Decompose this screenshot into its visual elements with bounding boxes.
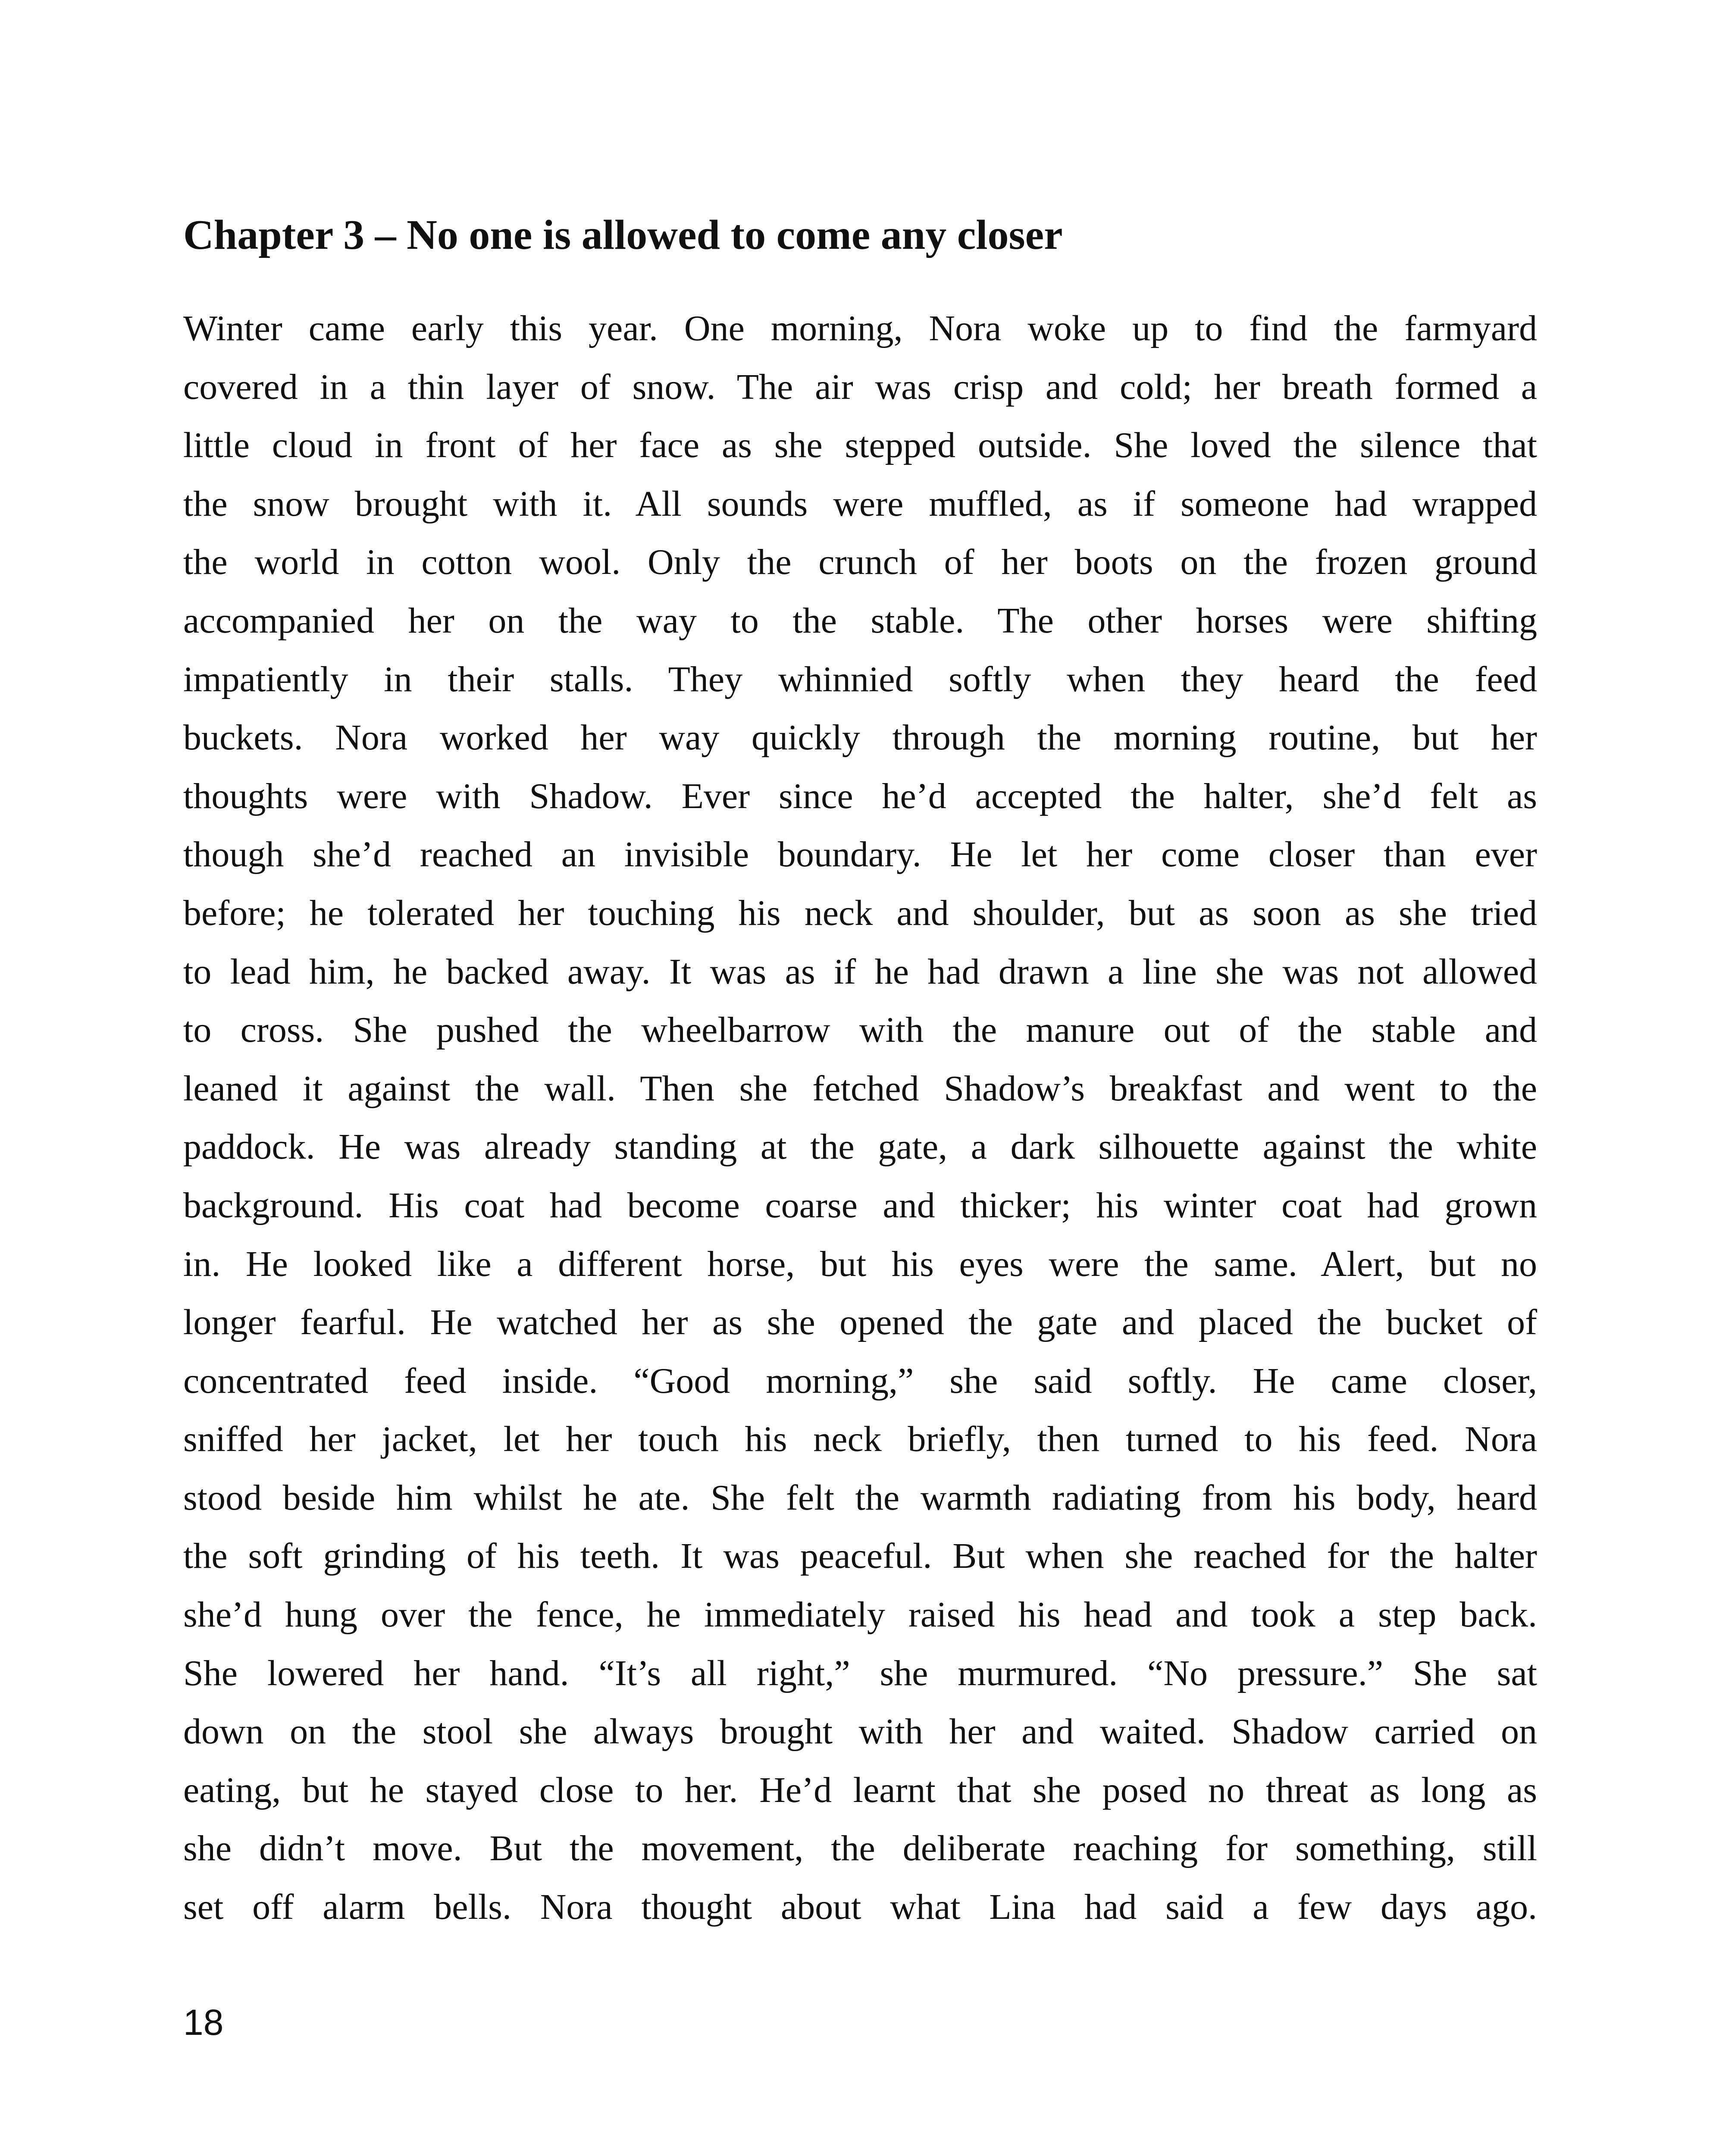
text-line: the soft grinding of his teeth. It was peaceful. But when she reached for the halter — [183, 1536, 1537, 1576]
chapter-body-paragraph — [183, 299, 1537, 1937]
text-line: in. He looked like a different horse, but his eyes were the same. Alert, but no — [183, 1244, 1537, 1284]
text-line: Winter came early this year. One morning, Nora woke up to find the farmyard — [183, 308, 1537, 348]
text-line: impatiently in their stalls. They whinnied softly when they heard the feed — [183, 659, 1537, 699]
text-line: covered in a thin layer of snow. The air was crisp and cold; her breath formed a — [183, 367, 1537, 407]
page-number: 18 — [183, 2002, 224, 2043]
text-line: thoughts were with Shadow. Ever since he’d accepted the halter, she’d felt as — [183, 776, 1537, 816]
text-line: She lowered her hand. “It’s all right,” she murmured. “No pressure.” She sat — [183, 1653, 1537, 1693]
text-line: buckets. Nora worked her way quickly through the morning routine, but her — [183, 718, 1537, 758]
text-line: to cross. She pushed the wheelbarrow with the manure out of the stable and — [183, 1010, 1537, 1050]
text-line: stood beside him whilst he ate. She felt the warmth radiating from his body, heard — [183, 1477, 1537, 1518]
text-line: accompanied her on the way to the stable. The other horses were shifting — [183, 600, 1537, 641]
text-line: sniffed her jacket, let her touch his neck briefly, then turned to his feed. Nora — [183, 1419, 1537, 1460]
text-line: background. His coat had become coarse and thicker; his winter coat had grown — [183, 1185, 1537, 1225]
text-line: to lead him, he backed away. It was as if he had drawn a line she was not allowed — [183, 951, 1537, 992]
text-line: concentrated feed inside. “Good morning,” she said softly. He came closer, — [183, 1360, 1537, 1401]
chapter-title: Chapter 3 – No one is allowed to come any closer — [183, 212, 1063, 258]
text-line: paddock. He was already standing at the gate, a dark silhouette against the white — [183, 1127, 1537, 1167]
text-line: eating, but he stayed close to her. He’d learnt that she posed no threat as long as — [183, 1770, 1537, 1810]
text-line: she didn’t move. But the movement, the deliberate reaching for something, still — [183, 1828, 1537, 1869]
text-line: the snow brought with it. All sounds were muffled, as if someone had wrapped — [183, 483, 1537, 524]
text-line: set off alarm bells. Nora thought about what Lina had said a few days ago. — [183, 1887, 1537, 1927]
text-line: longer fearful. He watched her as she opened the gate and placed the bucket of — [183, 1302, 1537, 1343]
text-line: little cloud in front of her face as she stepped outside. She loved the silence that — [183, 425, 1537, 466]
text-line: down on the stool she always brought with her and waited. Shadow carried on — [183, 1711, 1537, 1752]
text-line: she’d hung over the fence, he immediately raised his head and took a step back. — [183, 1595, 1537, 1635]
text-line: the world in cotton wool. Only the crunch of her boots on the frozen ground — [183, 542, 1537, 583]
text-line: though she’d reached an invisible boundary. He let her come closer than ever — [183, 834, 1537, 875]
text-line: before; he tolerated her touching his neck and shoulder, but as soon as she tried — [183, 893, 1537, 933]
text-line: leaned it against the wall. Then she fetched Shadow’s breakfast and went to the — [183, 1068, 1537, 1109]
